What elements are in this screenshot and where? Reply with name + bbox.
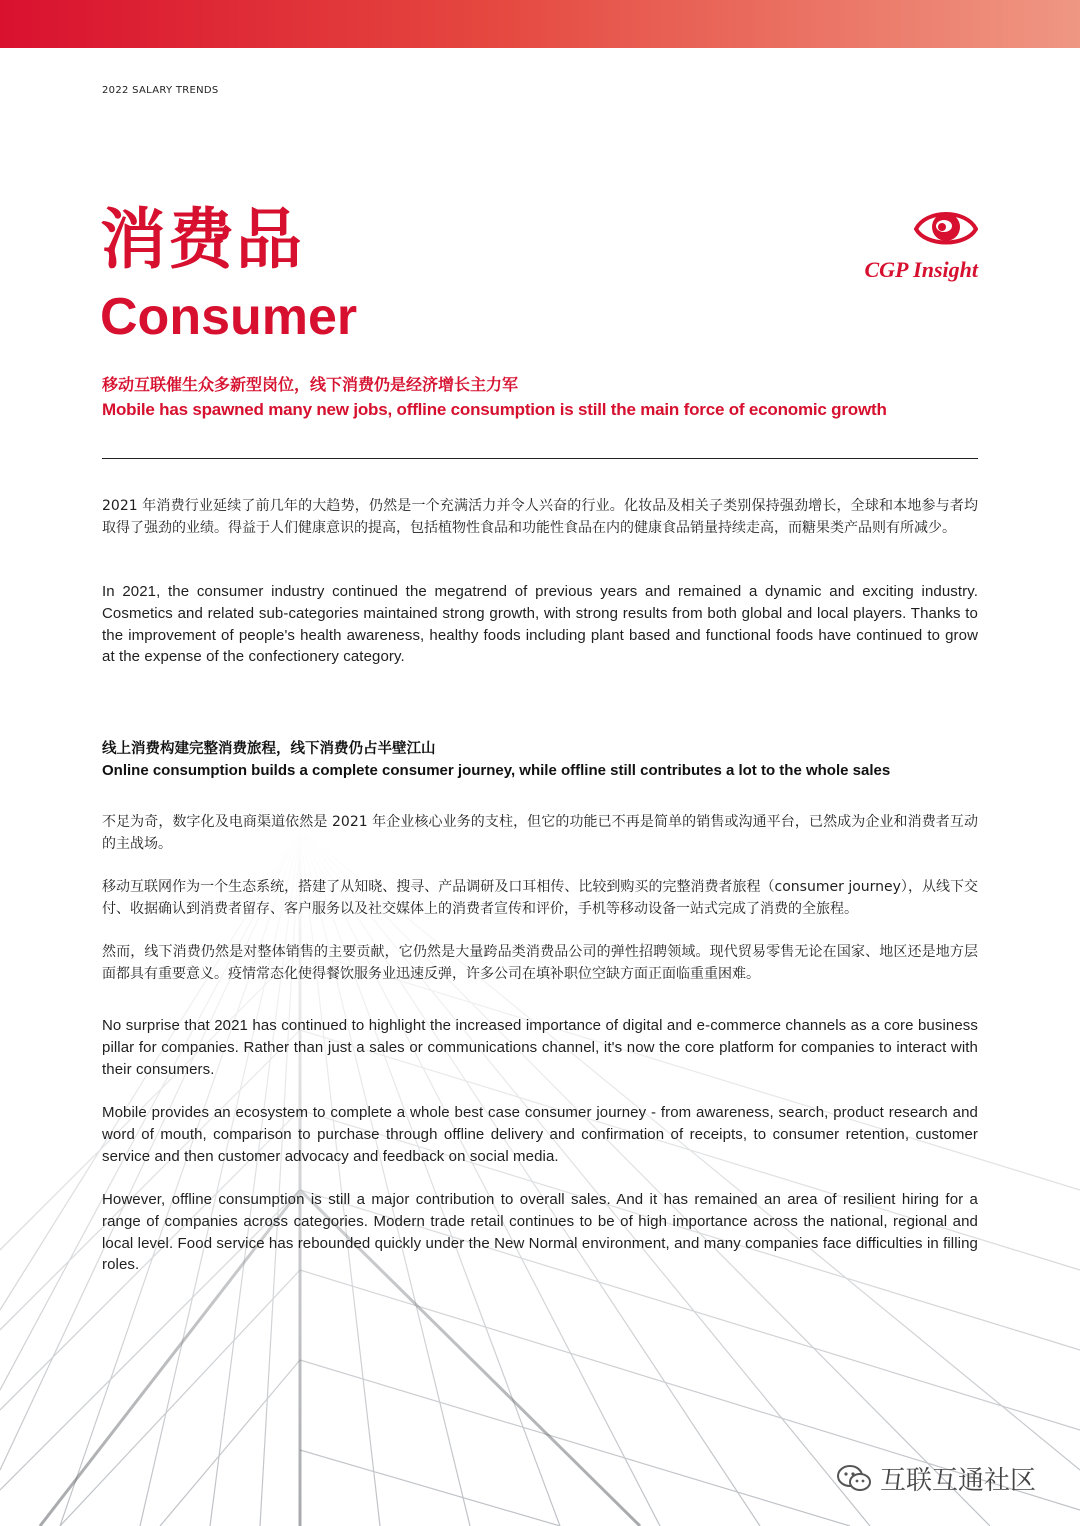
intro-paragraph-cn: 2021 年消费行业延续了前几年的大趋势，仍然是一个充满活力并令人兴奋的行业。化妆品及相关子类别保持强劲增长，全球和本地参与者均取得了强劲的业绩。得益于人们健康意识的提高，包括植物性食品和功能性食品在内的健康食品销量持续走高，而糖果类产品则有所减少。 xyxy=(102,498,978,536)
report-label: 2022 SALARY TRENDS xyxy=(102,85,219,96)
subtitle-en: Mobile has spawned many new jobs, offline consumption is still the main force of economic growth xyxy=(102,400,887,419)
page-title-en: Consumer xyxy=(100,288,358,346)
subtitle-cn: 移动互联催生众多新型岗位，线下消费仍是经济增长主力军 xyxy=(102,375,519,394)
section-paragraph-cn-2: 移动互联网作为一个生态系统，搭建了从知晓、搜寻、产品调研及口耳相传、比较到购买的完整消费者旅程（consumer journey），从线下交付、收据确认到消费者留存、客户服务以及社交媒体上的消费者宣传和评价，手机等移动设备一站式完成了消费的全旅程。 xyxy=(102,879,978,917)
wechat-icon xyxy=(836,1464,872,1494)
section-paragraph-cn-3: 然而，线下消费仍然是对整体销售的主要贡献，它仍然是大量跨品类消费品公司的弹性招聘领域。现代贸易零售无论在国家、地区还是地方层面都具有重要意义。疫情常态化使得餐饮服务业迅速反弹，许多公司在填补职位空缺方面正面临重重困难。 xyxy=(102,944,978,982)
section-paragraph-en-1: No surprise that 2021 has continued to highlight the increased importance of digital and e-commerce channels as a core business pillar for companies. Rather than just a sales or communications channel, it's now the core platform for companies to interact with their consumers. xyxy=(102,1017,978,1078)
section-paragraph-cn-1: 不足为奇，数字化及电商渠道依然是 2021 年企业核心业务的支柱，但它的功能已不再是简单的销售或沟通平台，已然成为企业和消费者互动的主战场。 xyxy=(102,814,978,852)
section-heading-en: Online consumption builds a complete consumer journey, while offline still contributes a lot to the whole sales xyxy=(102,762,891,779)
page-title-cn: 消费品 xyxy=(100,201,304,278)
section-paragraph-en-3: However, offline consumption is still a major contribution to overall sales. And it has remained an area of resilient hiring for a range of companies across categories. Modern trade retail continues to be of high importance across the national, regional and local level. Food service has rebounded quickly under the New Normal environment, and many companies face difficulties in filling roles. xyxy=(102,1191,978,1274)
section-paragraph-en-2: Mobile provides an ecosystem to complete a whole best case consumer journey - from awareness, search, product research and word of mouth, comparison to purchase through offline delivery and confirmation of receipts, to consumer retention, customer service and then customer advocacy and feedback on social media. xyxy=(102,1104,978,1165)
intro-paragraph-en: In 2021, the consumer industry continued the megatrend of previous years and remained a dynamic and exciting industry. Cosmetics and related sub-categories maintained strong growth, with strong results from both global and local players. Thanks to the improvement of people's health awareness, healthy foods including plant based and functional foods have continued to grow at the expense of the confectionery category. xyxy=(102,583,978,666)
eye-icon xyxy=(914,205,978,249)
watermark xyxy=(836,1460,1036,1497)
watermark-text: 互联互通社区 xyxy=(880,1466,1037,1496)
section-heading-cn: 线上消费构建完整消费旅程，线下消费仍占半壁江山 xyxy=(102,741,436,757)
divider xyxy=(102,458,978,459)
brand-logo-text: CGP Insight xyxy=(864,257,978,282)
